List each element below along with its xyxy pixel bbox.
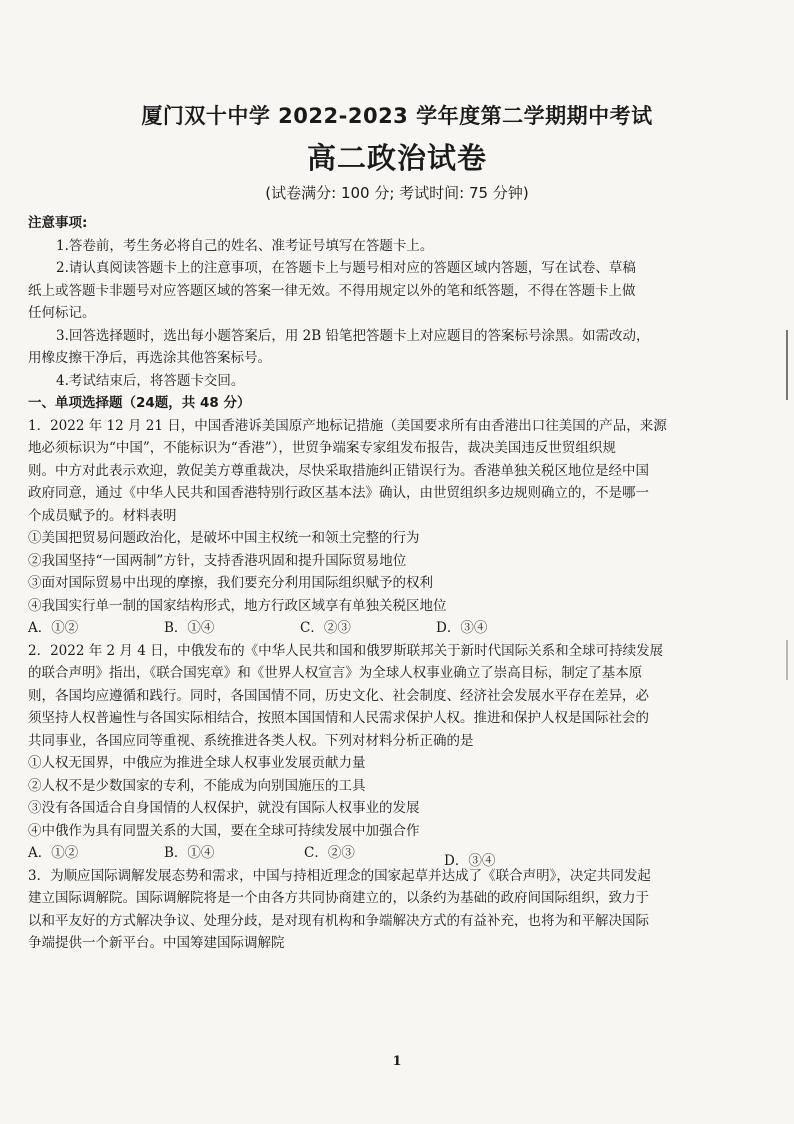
notes-block (28, 212, 766, 955)
note-1: 1.答卷前，考生务必将自己的姓名、准考证号填写在答题卡上。 (56, 237, 434, 254)
q1-line-5: 个成员赋予的。材料表明 (28, 507, 177, 524)
scan-edge-mark (786, 640, 788, 680)
note-2-line-2: 纸上或答题卡非题号对应答题区域的答案一律无效。不得用规定以外的笔和纸答题，不得在答题卡上做 (28, 282, 636, 299)
section-heading: 一、单项选择题（24题，共 48 分） (28, 395, 251, 411)
q2-statement-4: ④中俄作为具有同盟关系的大国，要在全球可持续发展中加强合作 (28, 822, 420, 839)
note-2-line-1: 2.请认真阅读答题卡上的注意事项，在答题卡上与题号相对应的答题区域内答题，写在试卷、草稿 (56, 260, 636, 276)
notes-heading: 注意事项: (28, 215, 88, 231)
q2-line-3: 则，各国均应遵循和践行。同时，各国国情不同，历史文化、社会制度、经济社会发展水平存在差异，必 (28, 687, 649, 704)
exam-meta: (试卷满分: 100 分; 考试时间: 75 分钟) (265, 184, 529, 202)
q2-option-a: A．①② (28, 845, 79, 861)
q1-statement-3: ③面对国际贸易中出现的摩擦，我们要充分利用国际组织赋予的权利 (28, 575, 433, 591)
page-number: 1 (392, 1054, 402, 1069)
note-2-line-3: 任何标记。 (28, 305, 96, 321)
q2-statement-3: ③没有各国适合自身国情的人权保护，就没有国际人权事业的发展 (28, 800, 420, 816)
q2-option-c: C．②③ (304, 845, 355, 861)
q2-line-4: 须坚持人权普遍性与各国实际相结合，按照本国国情和人民需求保护人权。推进和保护人权是国际社会的 (28, 710, 649, 726)
q2-line-1: 2．2022 年 2 月 4 日，中俄发布的《中华人民共和国和俄罗斯联邦关于新时代国际关系和全球可持续发展 (28, 642, 664, 659)
q2-option-b: B．①④ (164, 845, 215, 861)
note-3-line-1: 3.回答选择题时，选出每小题答案后，用 2B 铅笔把答题卡上对应题目的答案标号涂黑。如需改动， (56, 327, 650, 344)
q1-line-4: 政府同意，通过《中华人民共和国香港特别行政区基本法》确认，由世贸组织多边规则确立的，不是哪一 (28, 485, 649, 501)
q3-line-1: 3．为顺应国际调解发展态势和需求，中国与持相近理念的国家起草并达成了《联合声明》，决定共同发起 (28, 867, 651, 884)
q2-statement-1: ①人权无国界，中俄应为推进全球人权事业发展贡献力量 (28, 755, 366, 771)
q1-statement-4: ④我国实行单一制的国家结构形式，地方行政区域享有单独关税区地位 (28, 597, 447, 614)
q2-options (28, 842, 766, 869)
exam-title: 厦门双十中学 2022-2023 学年度第二学期期中考试 (141, 104, 653, 128)
q2-option-d: D．③④ (444, 853, 496, 869)
q3-line-4: 争端提供一个新平台。中国筹建国际调解院 (28, 935, 285, 951)
note-4: 4.考试结束后，将答题卡交回。 (56, 372, 245, 389)
q3-line-3: 以和平友好的方式解决争议、处理分歧，是对现有机构和争端解决方式的有益补充，也将为和平解决国际 (28, 912, 649, 929)
q1-line-2: 地必须标识为“中国”，不能标识为“香港”），世贸争端案专家组发布报告，裁决美国违反世贸组织规 (28, 440, 616, 456)
q1-line-3: 则。中方对此表示欢迎，敦促美方尊重裁决，尽快采取措施纠正错误行为。香港单独关税区地位是经中国 (28, 462, 649, 479)
q2-statement-2: ②人权不是少数国家的专利，不能成为向别国施压的工具 (28, 777, 366, 794)
note-3-line-2: 用橡皮擦干净后，再选涂其他答案标号。 (28, 350, 271, 366)
scan-edge-mark (786, 330, 788, 400)
q1-option-a: A．①② (28, 620, 79, 636)
q1-option-c: C．②③ (300, 620, 351, 636)
q1-options (28, 617, 766, 640)
q1-statement-1: ①美国把贸易问题政治化，是破坏中国主权统一和领土完整的行为 (28, 530, 420, 546)
q1-option-b: B．①④ (164, 620, 215, 636)
q1-option-d: D．③④ (436, 620, 488, 636)
q2-line-5: 共同事业，各国应同等重视、系统推进各类人权。下列对材料分析正确的是 (28, 732, 474, 749)
q1-line-1: 1．2022 年 12 月 21 日，中国香港诉美国原产地标记措施（美国要求所有由香港出口往美国的产品，来源 (28, 417, 667, 434)
q2-line-2: 的联合声明》指出，《联合国宪章》和《世界人权宣言》为全球人权事业确立了崇高目标，制定了基本原 (28, 665, 643, 681)
exam-subject: 高二政治试卷 (306, 141, 487, 175)
q3-line-2: 建立国际调解院。国际调解院将是一个由各方共同协商建立的，以条约为基础的政府间国际组织，致力于 (28, 890, 649, 906)
q1-statement-2: ②我国坚持“一国两制”方针，支持香港巩固和提升国际贸易地位 (28, 552, 407, 569)
